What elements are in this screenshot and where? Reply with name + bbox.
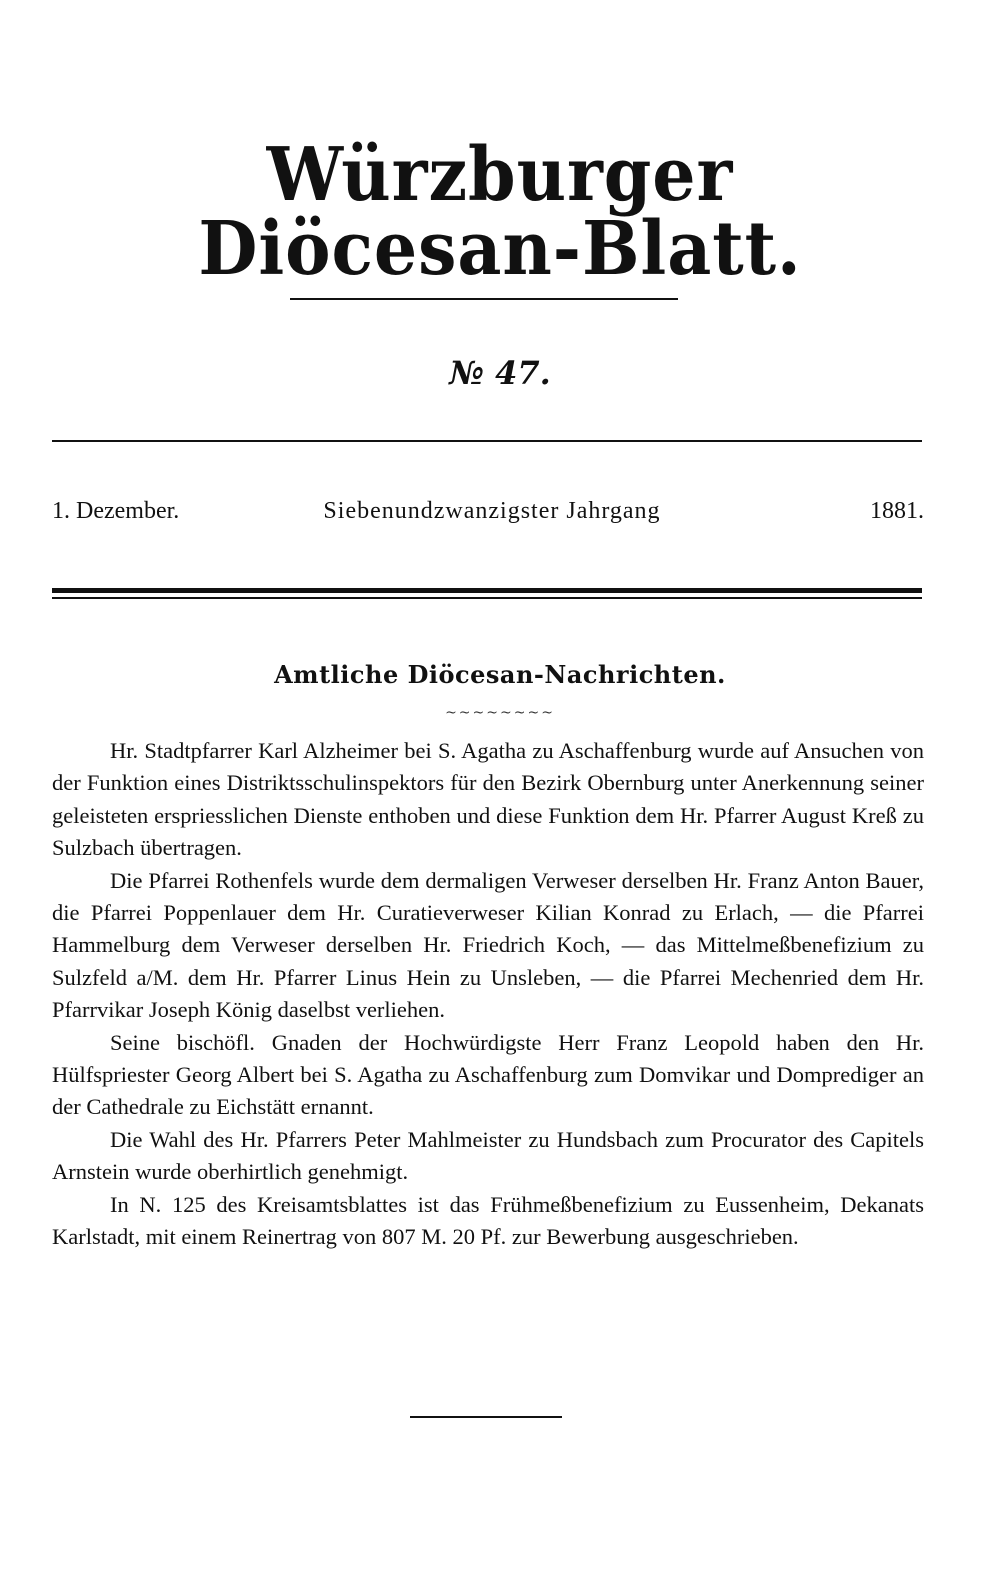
issue-year: 1881.: [870, 498, 924, 524]
masthead-rule: [290, 298, 678, 300]
paragraph: Die Pfarrei Rothenfels wurde dem dermaligen Verweser derselben Hr. Franz Anton Bauer, die Pfarrei Poppenlauer dem Hr. Curatieverweser Kilian Konrad zu Erlach, — die Pfarrei Hammelburg dem Verweser derselben Hr. Friedrich Koch, — das Mittelmeßbenefizium zu Sulzfeld a/M. dem Hr. Pfarrer Linus Hein zu Unsleben, — die Pfarrei Mechenried dem Hr. Pfarrvikar Joseph König daselbst verliehen.: [52, 867, 924, 1023]
header-thin-rule: [52, 597, 922, 599]
issue-date: 1. Dezember.: [52, 498, 180, 524]
section-title: Amtliche Diöcesan-Nachrichten.: [274, 660, 726, 689]
article-body: [52, 735, 924, 1254]
paragraph: Seine bischöfl. Gnaden der Hochwürdigste Herr Franz Leopold haben den Hr. Hülfspriester Georg Albert bei S. Agatha zu Aschaffenburg zum Domvikar und Domprediger an der Cathedrale zu Eichstätt ernannt.: [52, 1029, 924, 1120]
paragraph: In N. 125 des Kreisamtsblattes ist das Frühmeßbenefizium zu Eussenheim, Dekanats Karlstadt, mit einem Reinertrag von 807 M. 20 Pf. zur Bewerbung ausgeschrieben.: [52, 1191, 924, 1250]
paragraph: Die Wahl des Hr. Pfarrers Peter Mahlmeister zu Hundsbach zum Procurator des Capitels Arnstein wurde oberhirtlich genehmigt.: [52, 1126, 924, 1185]
masthead-title: Würzburger Diöcesan-Blatt.: [198, 132, 802, 292]
header-top-rule: [52, 440, 922, 442]
issue-number: № 47.: [449, 354, 551, 392]
footer-rule: [410, 1416, 562, 1418]
volume-label: Siebenundzwanzigster Jahrgang: [323, 498, 661, 524]
paragraph: Hr. Stadtpfarrer Karl Alzheimer bei S. Agatha zu Aschaffenburg wurde auf Ansuchen von der Funktion eines Distriktsschulinspektors für den Bezirk Obernburg unter Anerkennung seiner geleisteten erspriesslichen Dienste enthoben und diese Funktion dem Hr. Pfarrer August Kreß zu Sulzbach übertragen.: [52, 738, 924, 861]
ornament-divider: ~~~~~~~~: [445, 705, 555, 721]
header-thick-rule: [52, 588, 922, 593]
